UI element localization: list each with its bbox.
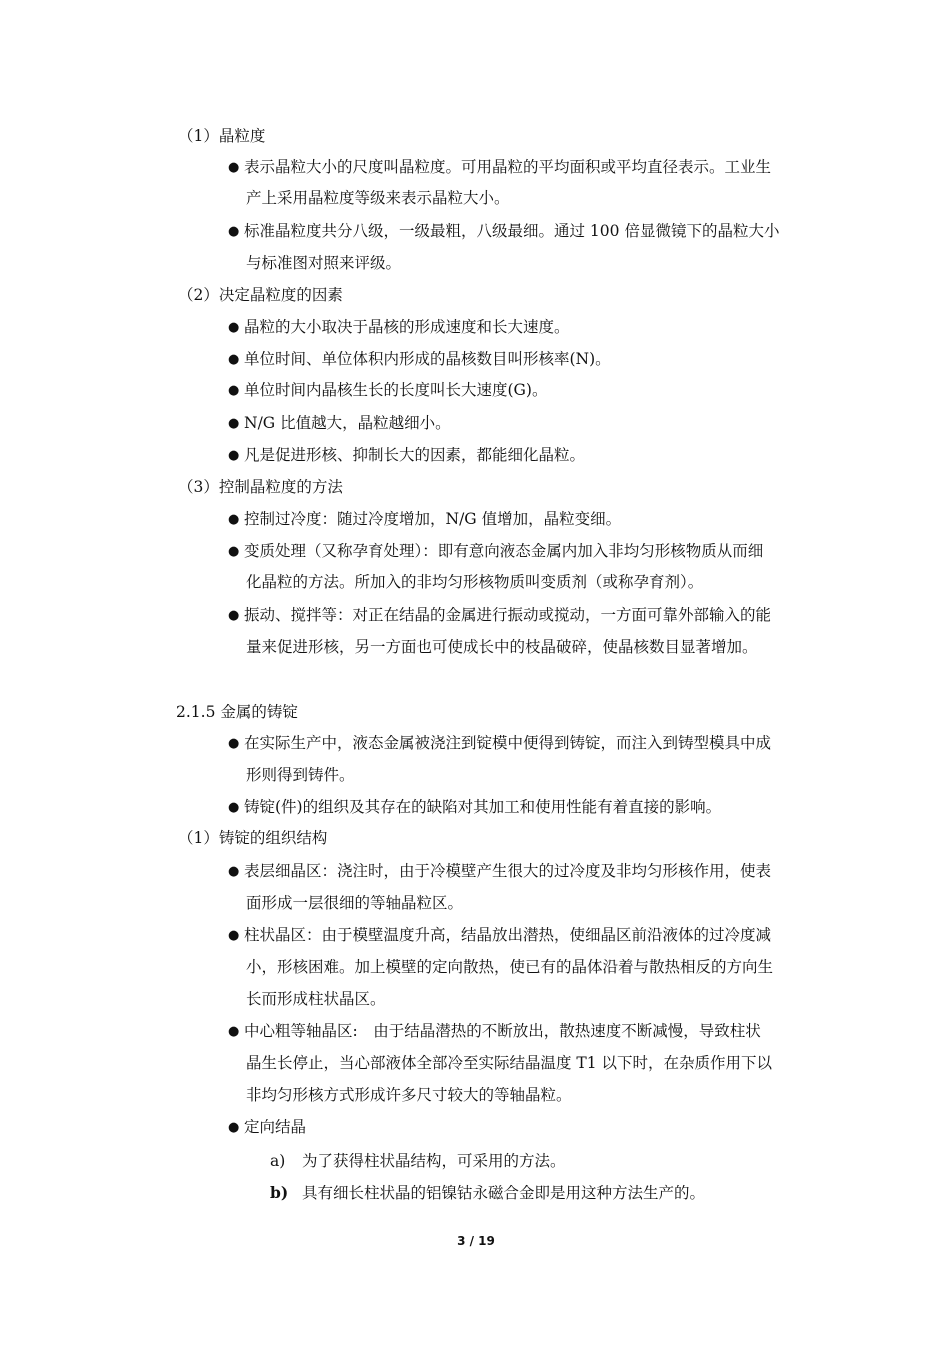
bullet-icon: ● [228,800,240,815]
page-number: 3 / 19 [457,1234,495,1248]
bullet-text-continued: 形则得到铸件。 [246,766,355,784]
bullet-text: 定向结晶 [244,1118,307,1136]
bullet-item [228,1117,306,1137]
bullet-icon: ● [228,1024,240,1039]
bullet-text: 单位时间内晶核生长的长度叫长大速度(G)。 [244,381,548,399]
bullet-text: 表层细晶区：浇注时，由于冷模壁产生很大的过冷度及非均匀形核作用，使表 [244,862,772,880]
heading-ingot-structure: （1）铸锭的组织结构 [178,829,328,847]
bullet-text-continued: 小，形核困难。加上模壁的定向散热，使已有的晶体沿着与散热相反的方向生 [246,958,774,976]
bullet-item [228,380,547,400]
bullet-icon: ● [228,1120,240,1135]
bullet-icon: ● [228,320,240,335]
bullet-text-continued: 晶生长停止，当心部液体全部冷至实际结晶温度 T1 以下时，在杂质作用下以 [246,1054,773,1072]
sub-item-text: 具有细长柱状晶的铝镍钴永磁合金即是用这种方法生产的。 [302,1184,706,1202]
bullet-icon: ● [228,928,240,943]
bullet-icon: ● [228,416,240,431]
bullet-icon: ● [228,544,240,559]
bullet-text-continued: 与标准图对照来评级。 [246,254,402,272]
bullet-text: 单位时间、单位体积内形成的晶核数目叫形核率(N)。 [244,350,611,368]
sub-item-text: 为了获得柱状晶结构，可采用的方法。 [302,1152,566,1170]
bullet-text-continued: 非均匀形核方式形成许多尺寸较大的等轴晶粒。 [246,1086,572,1104]
bullet-text: N/G 比值越大，晶粒越细小。 [244,414,451,432]
bullet-text: 凡是促进形核、抑制长大的因素，都能细化晶粒。 [244,446,586,464]
bullet-item [228,445,585,465]
bullet-text-continued: 量来促进形核，另一方面也可使成长中的枝晶破碎，使晶核数目显著增加。 [246,638,758,656]
bullet-item [228,925,771,945]
bullet-text-continued: 长而形成柱状晶区。 [246,990,386,1008]
bullet-icon: ● [228,383,240,398]
bullet-item [228,605,771,625]
bullet-text: 表示晶粒大小的尺度叫晶粒度。可用晶粒的平均面积或平均直径表示。工业生 [244,158,772,176]
bullet-text: 柱状晶区：由于模壁温度升高，结晶放出潜热，使细晶区前沿液体的过冷度减 [244,926,772,944]
sub-item-a [270,1151,566,1171]
bullet-icon: ● [228,224,240,239]
bullet-icon: ● [228,160,240,175]
bullet-item [228,541,763,561]
bullet-text: 在实际生产中，液态金属被浇注到锭模中便得到铸锭，而注入到铸型模具中成 [244,734,772,752]
bullet-item [228,413,451,433]
bullet-item [228,157,771,177]
sub-item-marker: b) [270,1183,289,1202]
bullet-item [228,509,621,529]
bullet-text: 控制过冷度：随过冷度增加，N/G 值增加，晶粒变细。 [244,510,622,528]
bullet-text: 晶粒的大小取决于晶核的形成速度和长大速度。 [244,318,570,336]
bullet-icon: ● [228,448,240,463]
bullet-icon: ● [228,736,240,751]
bullet-item [228,797,721,817]
bullet-text: 标准晶粒度共分八级，一级最粗，八级最细。通过 100 倍显微镜下的晶粒大小 [244,222,780,240]
bullet-item [228,349,611,369]
heading-factors: （2）决定晶粒度的因素 [178,286,343,304]
bullet-text: 振动、搅拌等：对正在结晶的金属进行振动或搅动，一方面可靠外部输入的能 [244,606,772,624]
bullet-text: 中心粗等轴晶区: 由于结晶潜热的不断放出，散热速度不断减慢，导致柱状 [244,1022,761,1040]
sub-item-marker: a) [270,1152,286,1170]
heading-grain-size: （1）晶粒度 [178,127,266,145]
heading-control-methods: （3）控制晶粒度的方法 [178,478,343,496]
bullet-item [228,1021,761,1041]
section-heading-ingot: 2.1.5 金属的铸锭 [176,703,298,721]
bullet-icon: ● [228,864,240,879]
bullet-text-continued: 化晶粒的方法。所加入的非均匀形核物质叫变质剂（或称孕育剂）。 [246,573,704,591]
bullet-text: 变质处理（又称孕育处理）：即有意向液态金属内加入非均匀形核物质从而细 [244,542,764,560]
sub-item-b [270,1183,705,1203]
bullet-item [228,221,779,241]
bullet-text: 铸锭(件)的组织及其存在的缺陷对其加工和使用性能有着直接的影响。 [244,798,722,816]
bullet-item [228,861,771,881]
bullet-icon: ● [228,512,240,527]
bullet-icon: ● [228,608,240,623]
bullet-text-continued: 产上采用晶粒度等级来表示晶粒大小。 [246,189,510,207]
bullet-item [228,733,771,753]
bullet-item [228,317,570,337]
bullet-icon: ● [228,352,240,367]
bullet-text-continued: 面形成一层很细的等轴晶粒区。 [246,894,464,912]
